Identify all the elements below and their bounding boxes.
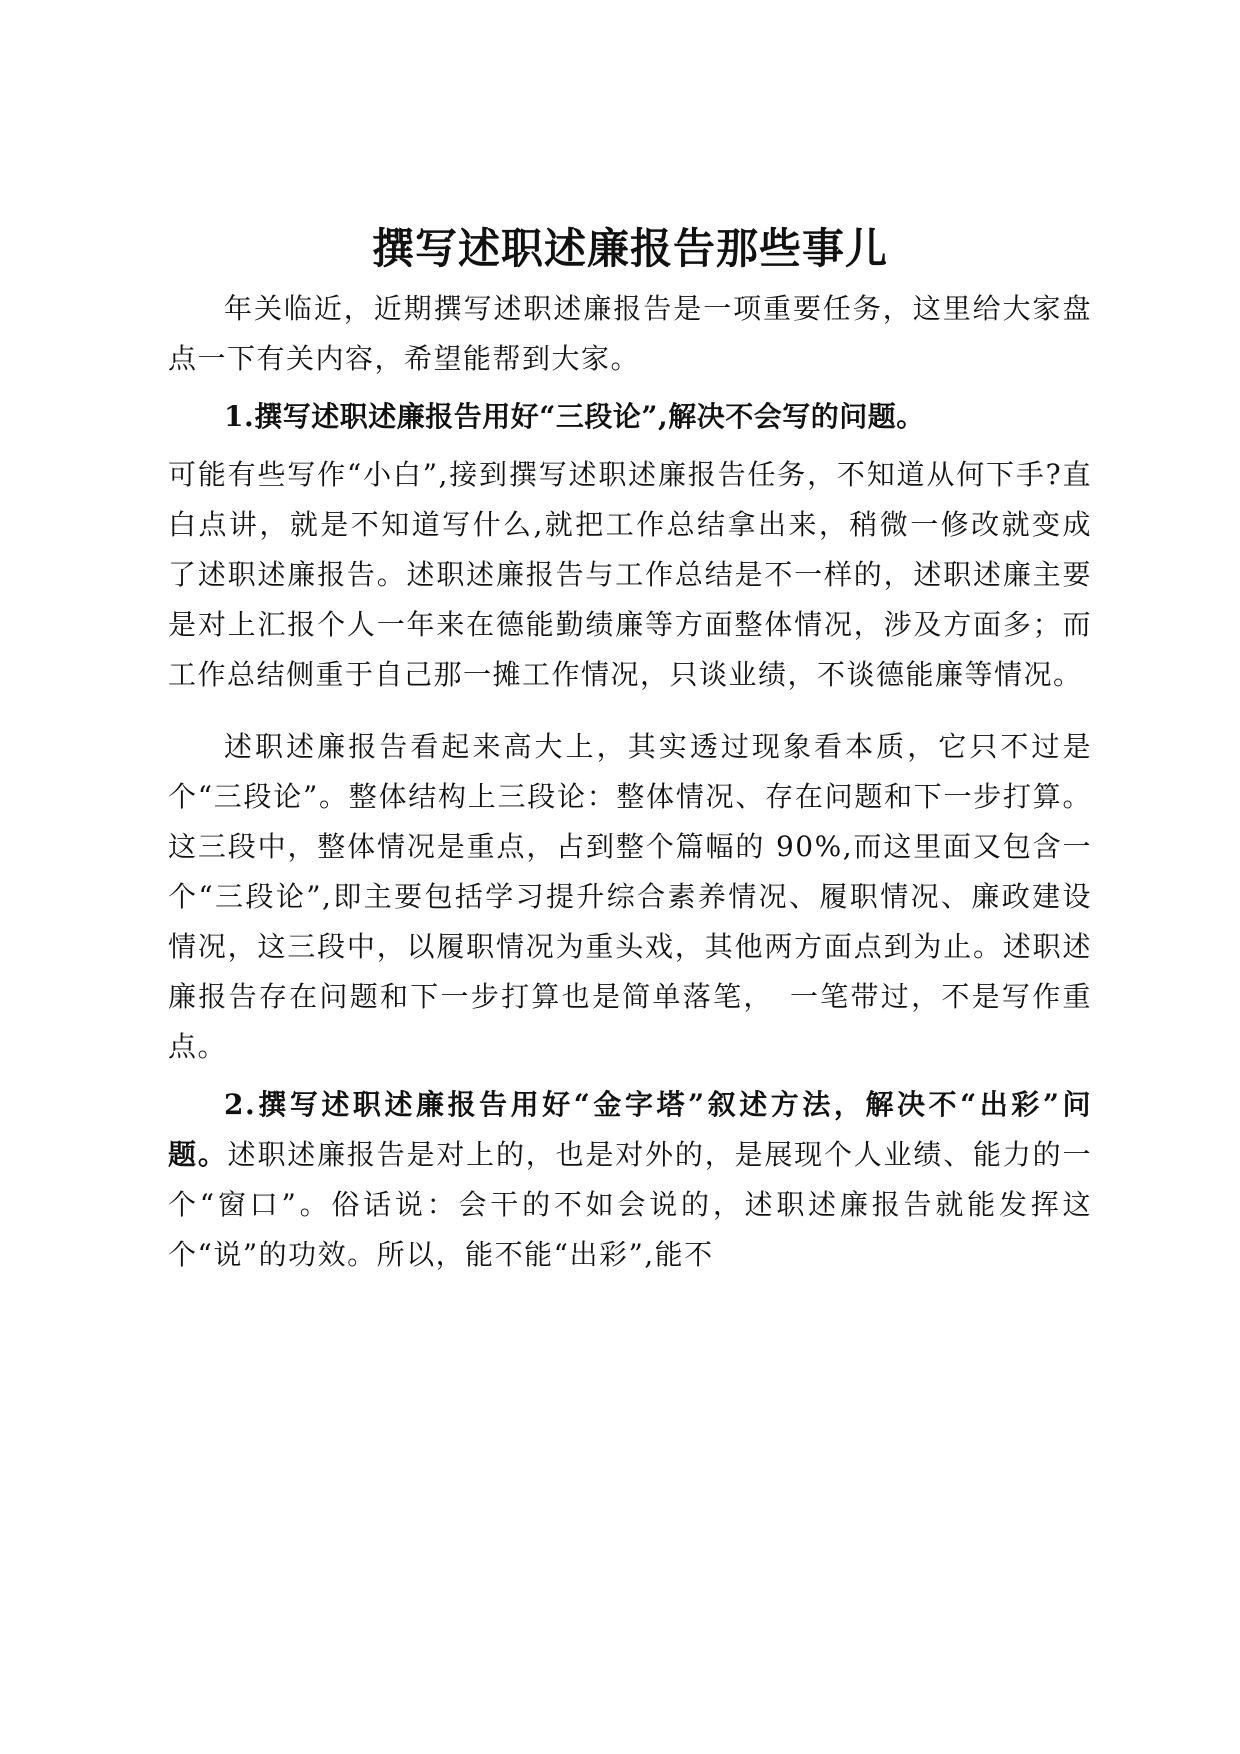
section1-paragraph-1: 可能有些写作“小白”,接到撰写述职述廉报告任务，不知道从何下手?直白点讲，就是不知道写什么,就把工作总结拿出来，稍微一修改就变成了述职述廉报告。述职述廉报告与工作总结是不一样的，述职述廉主要是对上汇报个人一年来在德能勤绩廉等方面整体情况，涉及方面多；而工作总结侧重于自己那一摊工作情况，只谈业绩，不谈德能廉等情况。: [168, 458, 1092, 691]
document-title: 撰写述职述廉报告那些事儿: [371, 224, 888, 273]
section1-paragraph-2: 述职述廉报告看起来高大上，其实透过现象看本质，它只不过是个“三段论”。整体结构上三段论：整体情况、存在问题和下一步打算。这三段中，整体情况是重点，占到整个篇幅的 90%,而这里面又包含一个“三段论”,即主要包括学习提升综合素养情况、履职情况、廉政建设情况，这三段中，以履职情况为重头戏，其他两方面点到为止。述职述廉报告存在问题和下一步打算也是简单落笔， 一笔带过，不是写作重点。: [168, 730, 1092, 1063]
section2-paragraph: [168, 1080, 1092, 1280]
intro-paragraph: 年关临近，近期撰写述职述廉报告是一项重要任务，这里给大家盘点一下有关内容，希望能帮到大家。: [168, 292, 1092, 375]
section1-heading: 1.撰写述职述廉报告用好“三段论”,解决不会写的问题。: [224, 400, 925, 433]
section2-heading: 2.撰写述职述廉报告用好“金字塔”叙述方法，解决不“出彩”问题。: [168, 1088, 1092, 1171]
document-body: [168, 218, 1092, 1280]
section2-text: 述职述廉报告是对上的，也是对外的，是展现个人业绩、能力的一个“窗口”。俗话说：会干的不如会说的，述职述廉报告就能发挥这个“说”的功效。所以，能不能“出彩”,能不: [168, 1138, 1092, 1271]
